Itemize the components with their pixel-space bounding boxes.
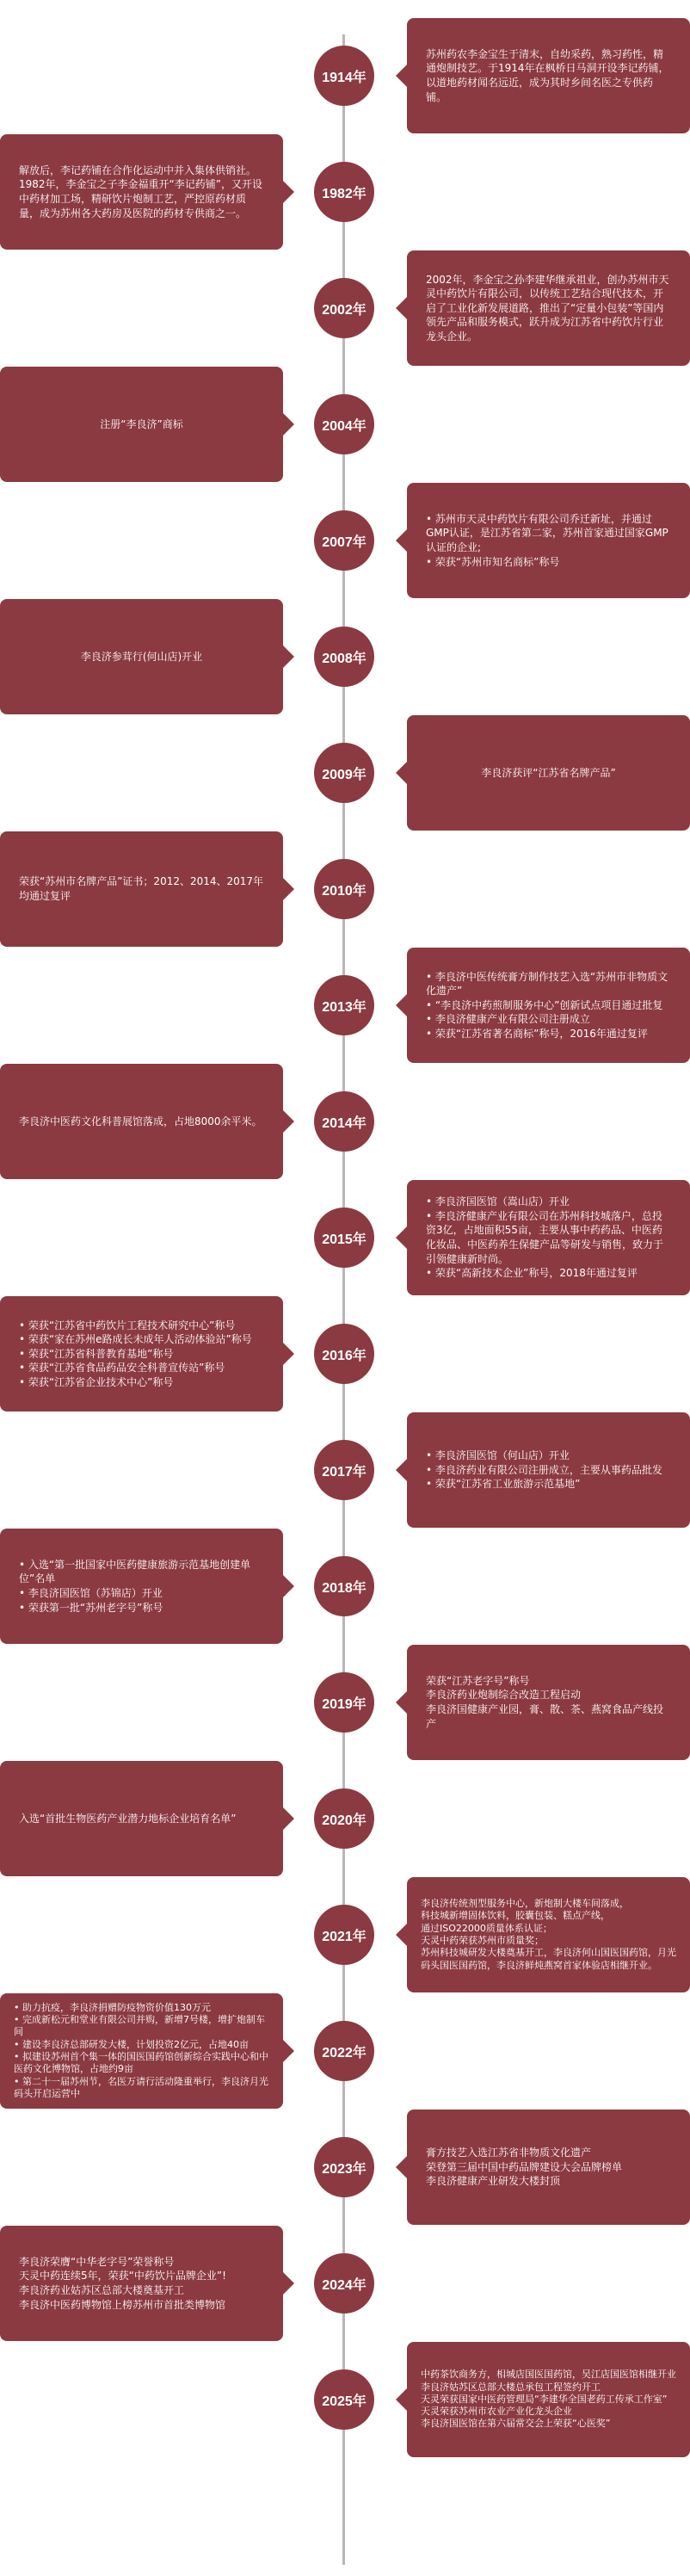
- event-line: • 荣获“江苏省工业旅游示范基地”: [426, 1478, 581, 1491]
- event-description: [426, 1674, 671, 1731]
- event-line: • 苏州市天灵中药饮片有限公司乔迁新址，并通过GMP认证，是江苏省第二家，苏州首家通过国家GMP认证的企业;: [426, 512, 668, 553]
- event-line: 解放后，李记药铺在合作化运动中并入集体供销社。1982年，李金宝之子李金福重开“李记药铺”，又开设中药材加工场，精研饮片炮制工艺，严控原药材质量，成为苏州各大药房及医院的药材专供商之一。: [19, 164, 262, 219]
- event-line: • 荣获“苏州市知名商标”称号: [426, 555, 560, 568]
- event-description: [81, 650, 202, 664]
- year-node: 1914年: [314, 46, 374, 106]
- event-line: 李良济中医药博物馆上榜苏州市首批类博物馆: [19, 2298, 226, 2311]
- event-line: • 拟建设苏州首个集一体的国医国药馆创新综合实践中心和中医药文化博物馆，占地约9亩: [14, 2051, 268, 2075]
- year-node: 2002年: [314, 278, 374, 338]
- year-node: 2024年: [314, 2253, 374, 2313]
- event-card: [0, 1529, 283, 1644]
- event-line: • 李良济国医馆（苏锦店）开业: [19, 1587, 163, 1599]
- event-description: [426, 512, 671, 569]
- event-line: 天灵荣获苏州市农业产业化龙头企业: [421, 2406, 572, 2418]
- event-description: [14, 2002, 269, 2100]
- event-line: • 荣获“江苏省食品药品安全科普宣传站”称号: [19, 1362, 225, 1374]
- event-card: [407, 1877, 690, 1992]
- event-description: [19, 1319, 252, 1390]
- year-node: 2019年: [314, 1672, 374, 1733]
- event-description: [19, 1115, 262, 1129]
- event-card: [0, 831, 283, 947]
- event-card: [0, 134, 283, 250]
- event-description: [481, 766, 615, 781]
- event-line: • 完成新松元和堂业有限公司并购，新增7号楼，增扩炮制车间: [14, 2014, 265, 2038]
- year-node: 2015年: [314, 1208, 374, 1268]
- event-line: 膏方技艺入选江苏省非物质文化遗产: [426, 2147, 592, 2159]
- event-description: [426, 273, 671, 344]
- event-description: [426, 2146, 622, 2189]
- event-line: • 李良济药业有限公司注册成立，主要从事药品批发: [426, 1463, 662, 1476]
- year-node: 2014年: [314, 1091, 374, 1152]
- event-line: 科技城新增固体饮料，胶囊包装、糕点产线，: [421, 1910, 610, 1922]
- event-line: 李良济获评“江苏省名牌产品”: [481, 766, 616, 779]
- event-description: [19, 1558, 264, 1615]
- event-line: • 第二十一届苏州节，名医万请行活动隆重举行，李良济月光码头开启运营中: [14, 2075, 268, 2099]
- event-line: 天灵荣获国家中医药管理局“李建华全国老药工传承工作室”: [421, 2393, 668, 2405]
- event-line: 李良济传统剂型服务中心，新炮制大楼车间落成，: [421, 1898, 629, 1910]
- event-line: 李良济中医药文化科普展馆落成，占地8000余平米。: [19, 1115, 262, 1127]
- year-node: 2018年: [314, 1556, 374, 1616]
- year-node: 2010年: [314, 859, 374, 919]
- event-line: 通过ISO22000质量体系认证；: [421, 1922, 552, 1934]
- event-card: [407, 1180, 690, 1295]
- event-line: • 荣获“江苏省中药饮片工程技术研究中心”称号: [19, 1319, 236, 1331]
- event-card: [407, 250, 690, 366]
- event-card: [0, 1993, 283, 2109]
- event-card: [407, 2110, 690, 2225]
- event-line: 荣登第三届中国中药品牌建设大会品牌榜单: [426, 2160, 623, 2173]
- event-description: [426, 1449, 662, 1492]
- year-node: 2004年: [314, 394, 374, 454]
- event-description: [19, 2255, 226, 2312]
- event-line: • 入选“第一批国家中医药健康旅游示范基地创建单位”名单: [19, 1558, 251, 1585]
- event-line: 注册“李良济”商标: [100, 417, 183, 430]
- event-line: 荣获“苏州市名牌产品”证书；2012、2014、2017年均通过复评: [19, 875, 264, 902]
- event-card: [407, 18, 690, 133]
- year-node: 2008年: [314, 627, 374, 687]
- event-line: 李良济国医馆在第六届常交会上荣获“心医奖”: [421, 2418, 611, 2430]
- year-node: 2013年: [314, 975, 374, 1035]
- event-card: [407, 2342, 690, 2457]
- year-node: 2023年: [314, 2137, 374, 2197]
- year-node: 2025年: [314, 2369, 374, 2430]
- event-description: [426, 47, 671, 104]
- event-line: • 荣获第一批“苏州老字号”称号: [19, 1601, 163, 1614]
- event-line: 2002年，李金宝之孙李建华继承祖业，创办苏州市天灵中药饮片有限公司，以传统工艺结合现代技术，开启了工业化新发展道路，推出了“定量小包装”等国内领先产品和服务模式，跃升成为江苏省中药饮片行业龙头企业。: [426, 273, 669, 343]
- event-card: [407, 483, 690, 598]
- event-line: • 荣获“江苏省企业技术中心”称号: [19, 1375, 174, 1388]
- event-description: [426, 970, 671, 1041]
- event-line: 苏州科技城研发大楼奠基开工，李良济何山国医国药馆，月光码头国医国药馆，李良济鲜炖燕窝首家体验店相继开业。: [421, 1947, 676, 1971]
- event-card: [0, 1296, 283, 1412]
- event-description: [426, 1195, 671, 1280]
- event-line: 李良济健康产业研发大楼封顶: [426, 2175, 561, 2188]
- event-description: [421, 1898, 676, 1972]
- event-line: • 荣获“高新技术企业”称号，2018年通过复评: [426, 1267, 638, 1280]
- event-description: [19, 1812, 236, 1826]
- event-line: • 李良济国医馆（何山店）开业: [426, 1449, 570, 1462]
- event-line: 荣获“江苏老字号”称号: [426, 1674, 530, 1687]
- event-line: 李良济药业姑苏区总部大楼奠基开工: [19, 2284, 185, 2296]
- event-card: [0, 1064, 283, 1179]
- event-card: [407, 715, 690, 831]
- year-node: 1982年: [314, 162, 374, 222]
- event-line: • “李良济中药煎制服务中心”创新试点项目通过批复: [426, 998, 663, 1011]
- event-description: [100, 417, 182, 432]
- event-line: • 李良济健康产业有限公司注册成立: [426, 1013, 590, 1026]
- event-line: 苏州药农李金宝生于清末，自幼采药，熟习药性，精通炮制技艺。于1914年在枫桥日马洞开设李记药铺，以道地药材闻名远近，成为其时乡间名医之专供药铺。: [426, 47, 669, 103]
- year-node: 2022年: [314, 2021, 374, 2081]
- event-line: 天灵中药连续5年，荣获“中药饮片品牌企业”!: [19, 2270, 226, 2283]
- event-line: 中药茶饮商务方，相城店国医国药馆，吴江店国医馆相继开业: [421, 2369, 676, 2381]
- event-description: [19, 164, 264, 220]
- event-card: [0, 599, 283, 714]
- event-line: 天灵中药荣获苏州市质量奖；: [421, 1935, 544, 1946]
- event-line: • 助力抗疫，李良济捐赠防疫物资价值130万元: [14, 2001, 211, 2013]
- event-description: [19, 874, 264, 903]
- event-line: • 荣获“家在苏州e路成长未成年人活动体验站”称号: [19, 1333, 252, 1346]
- event-line: • 李良济国医馆（嵩山店）开业: [426, 1195, 570, 1208]
- event-line: 李良济姑苏区总部大楼总承包工程签约开工: [421, 2381, 601, 2393]
- event-card: [0, 367, 283, 482]
- event-line: • 荣获“江苏省著名商标”称号，2016年通过复评: [426, 1027, 648, 1040]
- year-node: 2009年: [314, 743, 374, 803]
- event-line: 李良济荣膺“中华老字号”荣誉称号: [19, 2255, 175, 2268]
- event-description: [421, 2369, 676, 2430]
- event-line: 李良济药业炮制综合改造工程启动: [426, 1689, 582, 1702]
- event-card: [407, 948, 690, 1063]
- event-line: • 荣获“江苏省科普教育基地”称号: [19, 1347, 174, 1360]
- event-card: [407, 1412, 690, 1528]
- year-node: 2017年: [314, 1440, 374, 1500]
- event-line: 入选“首批生物医药产业潜力地标企业培育名单”: [19, 1812, 237, 1825]
- event-card: [0, 1761, 283, 1876]
- event-line: 李良济国健康产业园，膏、散、茶、燕窝食品产线投产: [426, 1703, 664, 1730]
- event-card: [0, 2226, 283, 2341]
- event-line: 李良济参茸行(何山店)开业: [80, 650, 203, 663]
- year-node: 2007年: [314, 510, 374, 571]
- event-line: • 建设李良济总部研发大楼，计划投资2亿元，占地40亩: [14, 2038, 249, 2050]
- event-line: • 李良济中医传统膏方制作技艺入选“苏州市非物质文化遗产”: [426, 970, 668, 998]
- year-node: 2020年: [314, 1788, 374, 1849]
- year-node: 2021年: [314, 1905, 374, 1965]
- event-line: • 李良济健康产业有限公司在苏州科技城落户，总投资3亿，占地面积55亩，主要从事中药药品、中医药化妆品、中医药养生保健产品等研发与销售，致力于引领健康新时尚。: [426, 1209, 664, 1265]
- event-card: [407, 1645, 690, 1760]
- year-node: 2016年: [314, 1324, 374, 1384]
